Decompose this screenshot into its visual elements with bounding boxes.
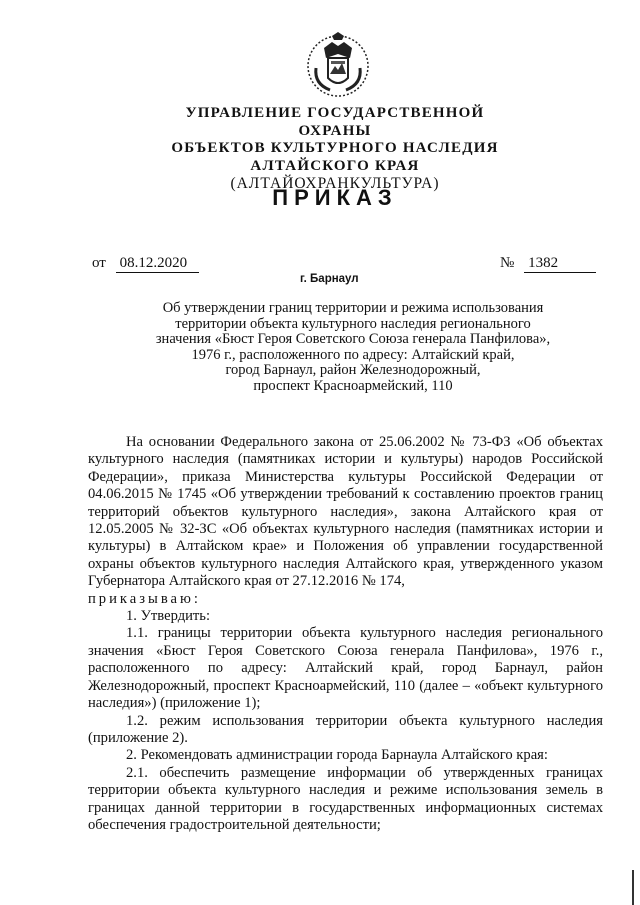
order-number	[500, 255, 596, 273]
item-2: 2. Рекомендовать администрации города Барнаула Алтайского края:	[126, 747, 548, 764]
subject-line-5: город Барнаул, район Железнодорожный,	[225, 362, 481, 378]
subject-line-6: проспект Красноармейский, 110	[253, 377, 453, 394]
header-line-3: АЛТАЙСКОГО КРАЯ	[250, 157, 420, 174]
item-1-1: 1.1. границы территории объекта культурного наследия регионального значения «Бюст Героя Советского Союза генерала Панфилова», 1976 г., расположенного по адресу: Алтайский край, город Барнаул, район Железнодорожный, проспект Красноармейский, 110 (далее – «объект культурного наследия») (приложение 1);	[88, 625, 603, 712]
header-line-2: ОБЪЕКТОВ КУЛЬТУРНОГО НАСЛЕДИЯ	[171, 140, 499, 156]
coat-of-arms-emblem	[302, 28, 374, 100]
number-prefix: №	[500, 255, 515, 271]
item-1-2: 1.2. режим использования территории объекта культурного наследия (приложение 2).	[88, 712, 603, 746]
number-value: 1382	[524, 255, 596, 273]
preamble-paragraph: На основании Федерального закона от 25.06.2002 № 73-ФЗ «Об объектах культурного наследия (памятниках истории и культуры) народов Российской Федерации», приказа Министерства культуры Российской Федерации от 04.06.2015 № 1745 «Об утверждении требований к составлению проектов границ территорий объектов культурного наследия», закона Алтайского края от 12.05.2005 № 32-ЗС «Об объектах культурного наследия (памятниках истории и культуры) в Алтайском крае» и Положения об управлении государственной охраны объектов культурного наследия Алтайского края, утвержденного указом Губернатора Алтайского края от 27.12.2016 № 174,	[88, 434, 603, 590]
order-body	[88, 434, 603, 834]
header-line-4: (АЛТАЙОХРАНКУЛЬТУРА)	[230, 175, 440, 192]
subject-line-1: Об утверждении границ территории и режима использования	[162, 300, 544, 316]
header-line-1: УПРАВЛЕНИЕ ГОСУДАРСТВЕННОЙ ОХРАНЫ	[185, 105, 485, 139]
subject-line-4: 1976 г., расположенного по адресу: Алтайский край,	[191, 346, 515, 363]
decree-word: приказываю:	[88, 590, 201, 607]
order-date	[92, 255, 199, 273]
item-1: 1. Утвердить:	[126, 608, 211, 625]
date-value: 08.12.2020	[116, 255, 199, 273]
agency-header	[150, 105, 520, 193]
document-title: ПРИКАЗ	[272, 185, 398, 210]
scan-edge-mark	[632, 870, 634, 905]
subject-line-3: значения «Бюст Героя Советского Союза генерала Панфилова»,	[155, 331, 551, 347]
order-subject	[118, 301, 588, 394]
city-label: г. Барнаул	[300, 273, 359, 285]
subject-line-2: территории объекта культурного наследия регионального	[175, 315, 531, 332]
date-prefix: от	[92, 255, 106, 271]
item-2-1: 2.1. обеспечить размещение информации об утвержденных границах территории объекта культурного наследия и режиме использования земель в границах данной территории в государственных информационных системах обеспечения градостроительной деятельности;	[88, 764, 603, 833]
